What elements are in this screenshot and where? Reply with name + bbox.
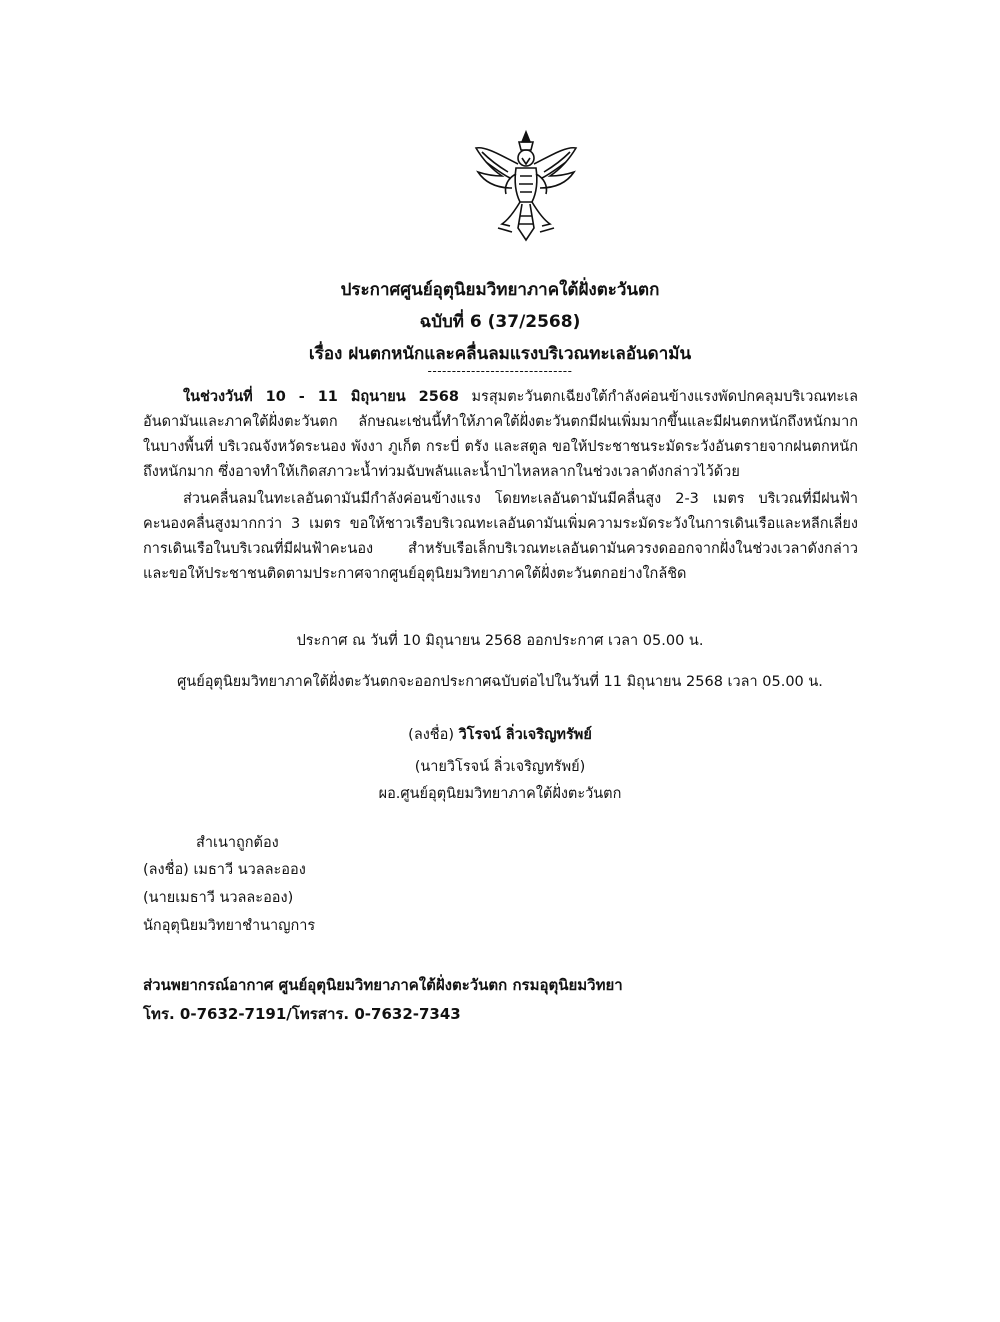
issued-datetime: ประกาศ ณ วันที่ 10 มิถุนายน 2568 ออกประกาศ เวลา 05.00 น. — [296, 633, 704, 649]
subject-line: เรื่อง ฝนตกหนักและคลื่นลมแรงบริเวณทะเลอันดามัน — [308, 344, 692, 364]
signature-name: วิโรจน์ ลิ่วเจริญทรัพย์ — [458, 727, 592, 743]
announcement-title: ประกาศศูนย์อุตุนิยมวิทยาภาคใต้ฝั่งตะวันตก — [340, 280, 660, 300]
next-issue-notice: ศูนย์อุตุนิยมวิทยาภาคใต้ฝั่งตะวันตกจะออกประกาศฉบับต่อไปในวันที่ 11 มิถุนายน 2568 เวลา 05.00 น. — [177, 674, 823, 690]
issue-number: ฉบับที่ 6 (37/2568) — [419, 312, 581, 332]
paragraph-waves: ส่วนคลื่นลมในทะเลอันดามันมีกำลังค่อนข้างแรง โดยทะเลอันดามันมีคลื่นสูง 2-3 เมตร บริเวณที่มีฝนฟ้าคะนองคลื่นสูงมากกว่า 3 เมตร ขอให้ชาวเรือบริเวณทะเลอันดามันเพิ่มความระมัดระวังในการเดินเรือและหลีกเลี่ยงการเดินเรือในบริเวณที่มีฝนฟ้าคะนอง สำหรับเรือเล็กบริเวณทะเลอันดามันควรงดออกจากฝั่งในช่วงเวลาดังกล่าว และขอให้ประชาชนติดตามประกาศจากศูนย์อุตุนิยมวิทยาภาคใต้ฝั่งตะวันตกอย่างใกล้ชิด — [143, 491, 858, 582]
signer-position: ผอ.ศูนย์อุตุนิยมวิทยาภาคใต้ฝั่งตะวันตก — [378, 786, 622, 802]
footer-department: ส่วนพยากรณ์อากาศ ศูนย์อุตุนิยมวิทยาภาคใต้ฝั่งตะวันตก กรมอุตุนิยมวิทยา — [143, 976, 623, 994]
signer-full-name: (นายวิโรจน์ ลิ่วเจริญทรัพย์) — [414, 759, 586, 775]
separator-line: ------------------------------ — [427, 364, 573, 378]
garuda-emblem-icon — [472, 128, 580, 248]
certified-copy-label: สำเนาถูกต้อง — [196, 835, 279, 851]
certified-copy-full-name: (นายเมธาวี นวลละออง) — [143, 890, 294, 906]
signature-line — [0, 723, 1000, 746]
certified-copy-signed: (ลงชื่อ) เมธาวี นวลละออง — [143, 862, 306, 878]
certified-copy-position: นักอุตุนิยมวิทยาชำนาญการ — [143, 918, 316, 934]
paragraph-rain — [143, 385, 858, 485]
footer-contact: โทร. 0-7632-7191/โทรสาร. 0-7632-7343 — [143, 1005, 461, 1023]
signature-prefix: (ลงชื่อ) — [408, 727, 459, 743]
paragraph-rain-text: มรสุมตะวันตกเฉียงใต้กำลังค่อนข้างแรงพัดปกคลุมบริเวณทะเลอันดามันและภาคใต้ฝั่งตะวันตก ลักษณะเช่นนี้ทำให้ภาคใต้ฝั่งตะวันตกมีฝนเพิ่มมากขึ้นและมีฝนตกหนักถึงหนักมากในบางพื้นที่ บริเวณจังหวัดระนอง พังงา ภูเก็ต กระบี่ ตรัง และสตูล ขอให้ประชาชนระมัดระวังอันตรายจากฝนตกหนักถึงหนักมาก ซึ่งอาจทำให้เกิดสภาวะน้ำท่วมฉับพลันและน้ำป่าไหลหลากในช่วงเวลาดังกล่าวไว้ด้วย — [143, 389, 858, 480]
paragraph-rain-lead: ในช่วงวันที่ 10 - 11 มิถุนายน 2568 — [183, 389, 459, 405]
